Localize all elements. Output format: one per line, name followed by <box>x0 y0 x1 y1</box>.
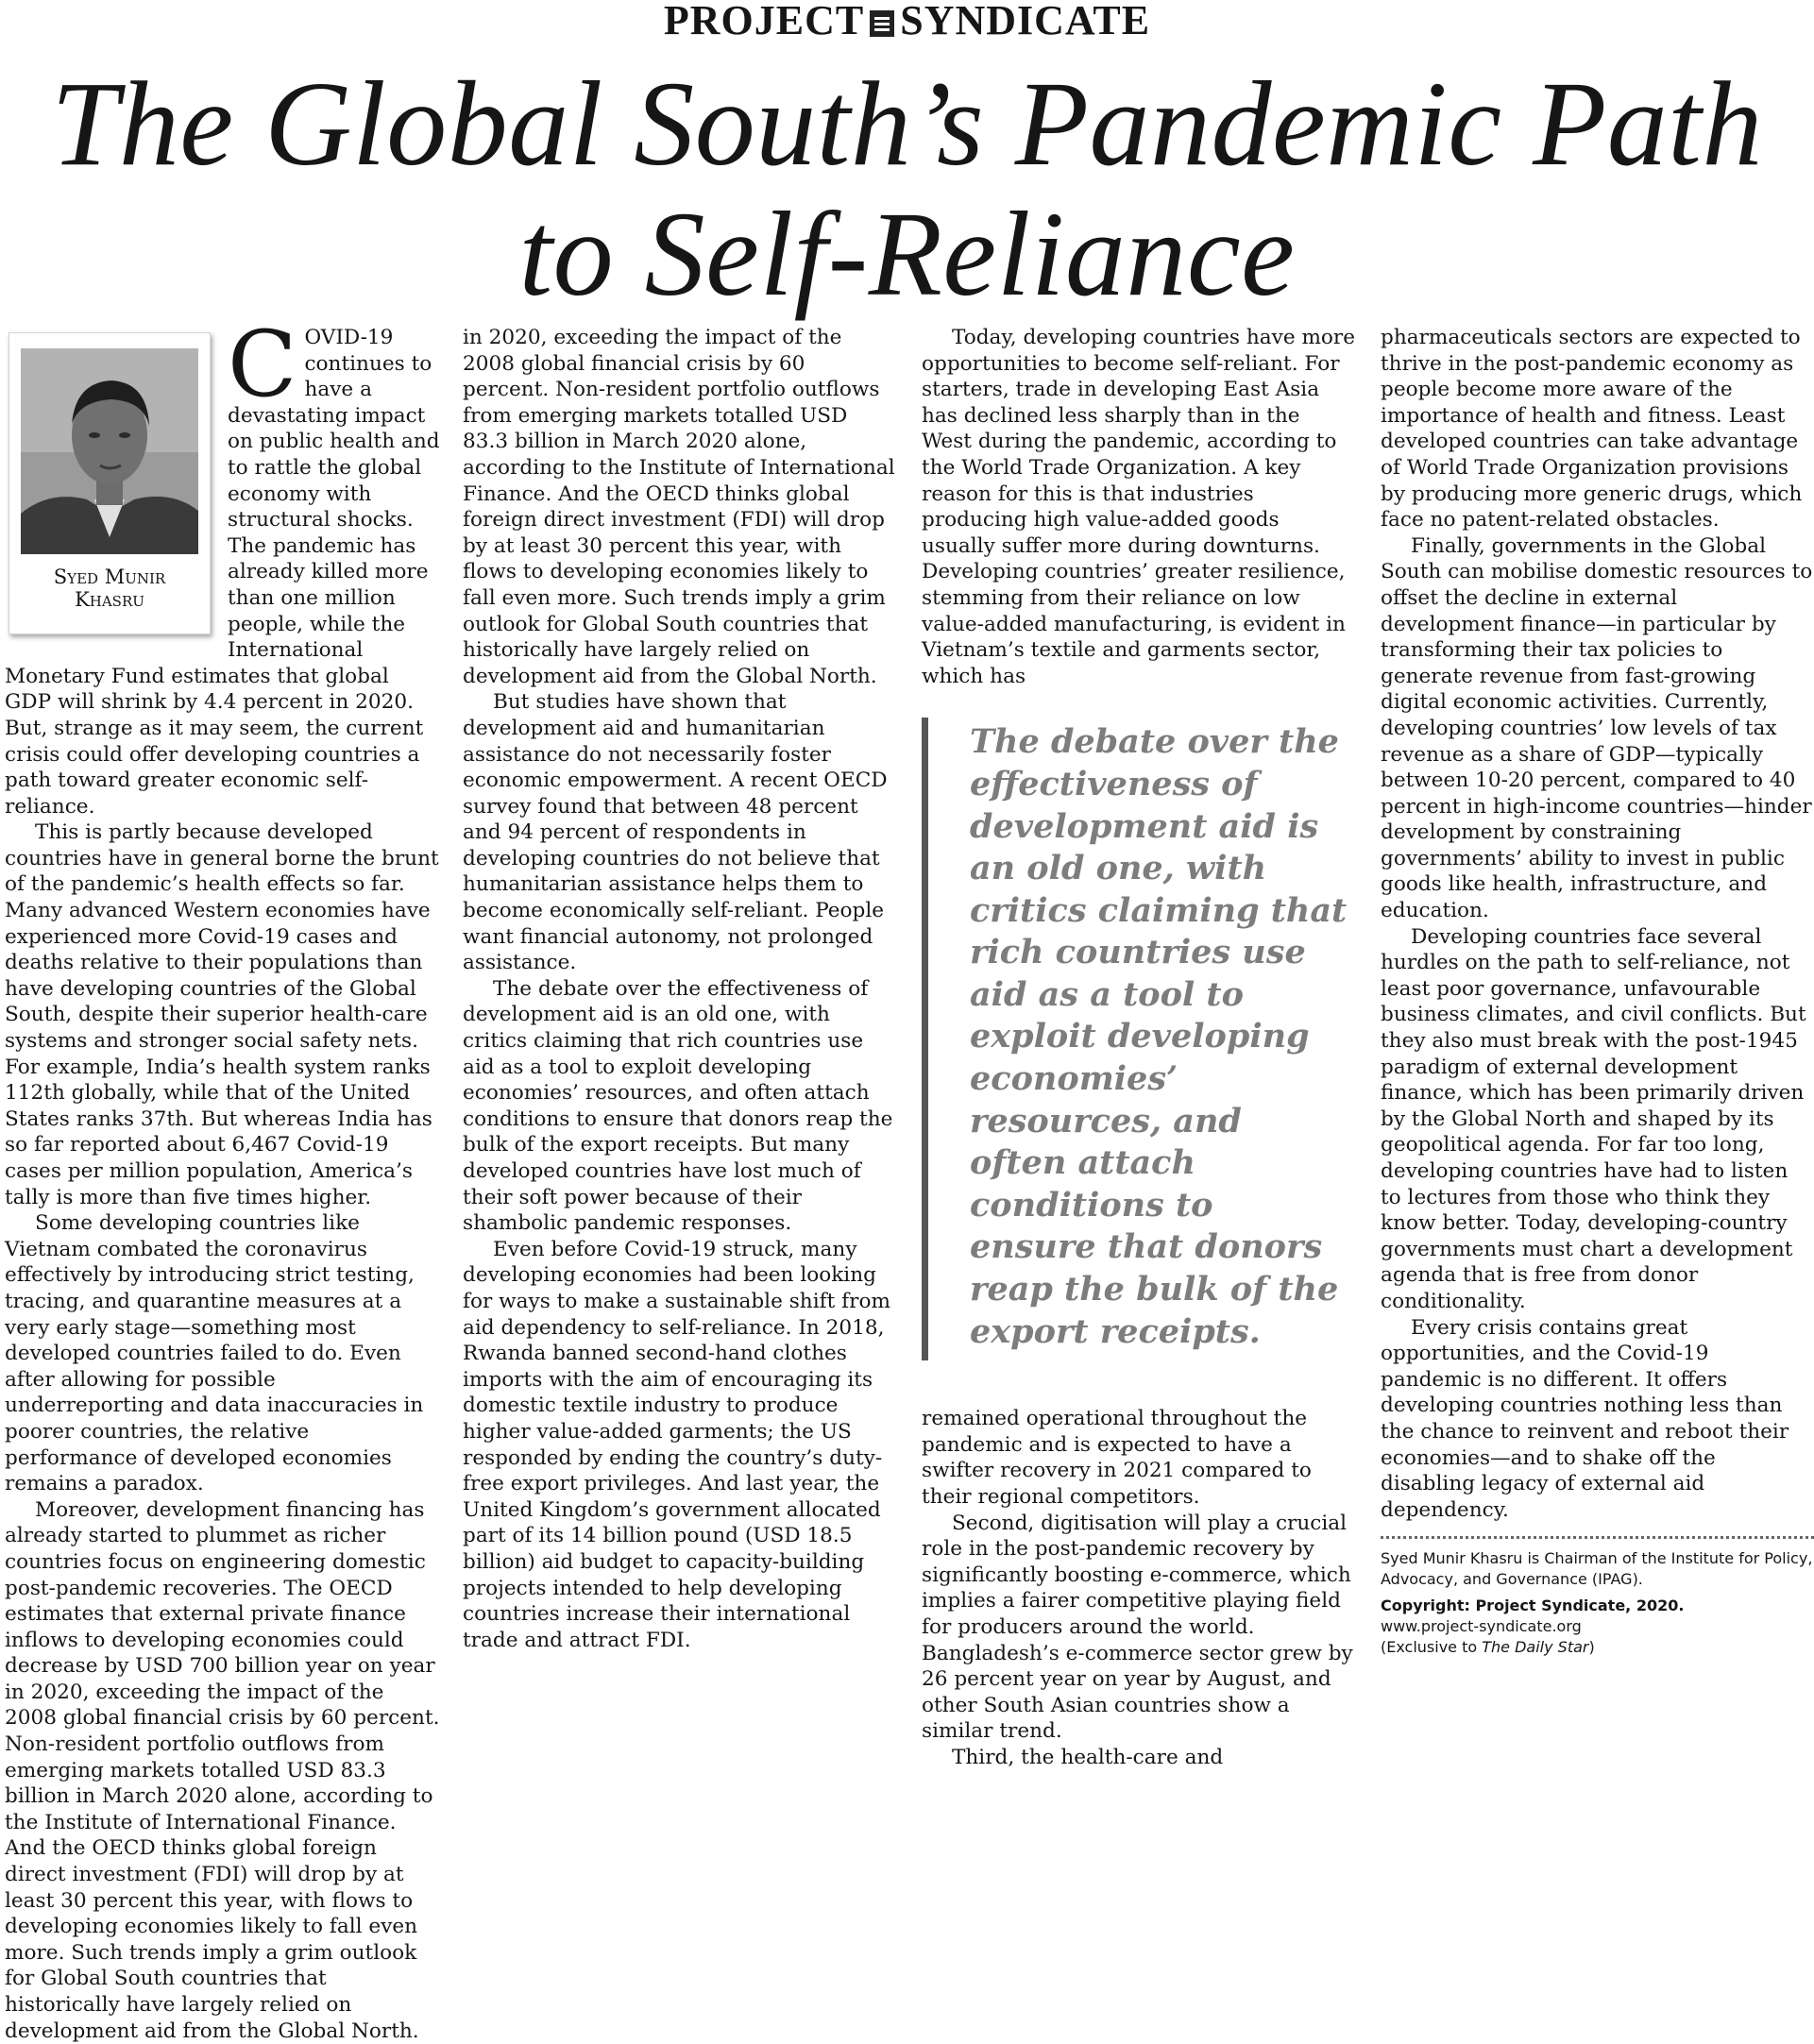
paragraph-5: But studies have shown that development aid and humanitarian assistance do not necessarily foster economic empowerment. A recent OECD survey found that between 48 percent and 94 percent of respondents in developing countries do not believe that humanitarian assistance helps them to become economically self-reliant. People want financial autonomy, not prolonged assistance. <box>463 690 888 975</box>
byline-line-2: Khasru <box>75 588 144 611</box>
author-bio-footer <box>1381 1548 1814 1658</box>
paragraph-13: Every crisis contains great opportunities, and the Covid-19 pandemic is no different. It offers developing countries nothing less than the chance to reinvent and reboot their economies—and to shake off the disabling legacy of external aid dependency. <box>1381 1315 1789 1522</box>
paragraph-9: Second, digitisation will play a crucial role in the post-pandemic recovery by significantly boosting e-commerce, which implies a fairer competitive playing field for producers around the world. Bangladesh’s e-commerce sector grew by 26 percent year on year by August, and other South Asian countries show a similar trend. <box>922 1511 1353 1744</box>
paragraph-7: Even before Covid-19 struck, many developing economies had been looking for ways to make a sustainable shift from aid dependency to self-reliance. In 2018, Rwanda banned second-hand clothes imports with the aim of encouraging its domestic textile industry to produce higher value-added garments; the US responded by ending the country’s duty-free export privileges. And last year, the United Kingdom’s government allocated part of its 14 billion pound (USD 18.5 billion) aid budget to capacity-building projects intended to help developing countries increase their international trade and attract FDI. <box>463 1237 890 1652</box>
column-2 <box>463 325 897 1653</box>
column-1 <box>5 312 440 2043</box>
paragraph-2: This is partly because developed countries have in general borne the brunt of the pandemic’s health effects so far. Many advanced Western economies have experienced more Covid-19 cases and deaths relative to their populations than have developing countries of the Global South, despite their superior health-care systems and stronger social safety nets. For example, India’s health system ranks 112th globally, while that of the United States ranks 37th. But whereas India has so far reported about 6,467 Covid-19 cases per million population, America’s tally is more than five times higher. <box>5 820 439 1209</box>
paragraph-4: Moreover, development financing has already started to plummet as richer countries focus on engineering domestic post-pandemic recoveries. The OECD estimates that external private finance inflows to developing economies could decrease by USD 700 billion year on year in 2020, exceeding the impact of the 2008 global financial crisis by 60 percent. Non-resident portfolio outflows from emerging markets totalled USD 83.3 billion in March 2020 alone, according to the Institute of International Finance. And the OECD thinks global foreign direct investment (FDI) will drop by at least 30 percent this year, with flows to developing economies likely to fall even more. Such trends imply a grim outlook for Global South countries that historically have largely relied on development aid from the Global North. <box>5 1497 440 2043</box>
column-4 <box>1381 325 1814 1658</box>
paragraph-11: Finally, governments in the Global South can mobilise domestic resources to offset the decline in external development finance—in particular by transforming their tax policies to generate revenue from fast-growing digital economic activities. Currently, developing countries’ low levels of tax revenue as a share of GDP—typically between 10-20 percent, compared to 40 percent in high-income countries—hinder development by constraining governments’ ability to invest in public goods like health, infrastructure, and education. <box>1381 533 1813 923</box>
paragraph-8-continued: remained operational throughout the pandemic and is expected to have a swifter recovery in 2021 compared to their regional competitors. <box>922 1407 1312 1509</box>
exclusive-publication: The Daily Star <box>1482 1638 1589 1657</box>
author-bio: Syed Munir Khasru is Chairman of the Institute for Policy, Advocacy, and Governance (IPAG). <box>1381 1549 1813 1589</box>
headline <box>0 59 1814 319</box>
author-byline <box>21 566 198 611</box>
masthead-left: PROJECT <box>663 0 865 43</box>
headline-line-2: to Self-Reliance <box>518 187 1296 321</box>
exclusive-prefix: (Exclusive to <box>1381 1638 1483 1657</box>
website-url: www.project-syndicate.org <box>1381 1617 1582 1636</box>
project-syndicate-logo-icon <box>870 10 894 37</box>
paragraph-3: Some developing countries like Vietnam combated the coronavirus effectively by introducing strict testing, tracing, and quarantine measures at a very early stage—something most developed countries failed to do. Even after allowing for possible underreporting and data inaccuracies in poorer countries, the relative performance of developed economies remains a paradox. <box>5 1211 424 1496</box>
pull-quote: The debate over the effectiveness of development aid is an old one, with critics claiming that rich countries use aid as a tool to exploit developing economies’ resources, and often attach conditions to ensure that donors reap the bulk of the export receipts. <box>922 718 1356 1360</box>
paragraph-4-continued: in 2020, exceeding the impact of the 2008 global financial crisis by 60 percent. Non-resident portfolio outflows from emerging markets totalled USD 83.3 billion in March 2020 alone, according to the Institute of International Finance. And the OECD thinks global foreign direct investment (FDI) will drop by at least 30 percent this year, with flows to developing economies likely to fall even more. Such trends imply a grim outlook for Global South countries that historically have largely relied on development aid from the Global North. <box>463 326 895 688</box>
paragraph-8: Today, developing countries have more opportunities to become self-reliant. For starters, trade in developing East Asia has declined less sharply than in the West during the pandemic, according to the World Trade Organization. A key reason for this is that industries producing high value-added goods usually suffer more during downturns. Developing countries’ greater resilience, stemming from their reliance on low value-added manufacturing, is evident in Vietnam’s textile and garments sector, which has <box>922 326 1356 688</box>
exclusive-note <box>1381 1637 1814 1658</box>
paragraph-12: Developing countries face several hurdles on the path to self-reliance, not least poor governance, unfavourable business climates, and civil conflicts. But they also must break with the post-1945 paradigm of external development finance, which has been primarily driven by the Global North and shaped by its geopolitical agenda. For far too long, developing countries have had to listen to lectures from those who think they know better. Today, developing-country governments must chart a development agenda that is free from donor conditionality. <box>1381 924 1806 1313</box>
paragraph-6: The debate over the effectiveness of development aid is an old one, with critics claiming that rich countries use aid as a tool to exploit developing economies’ resources, and often attach conditions to ensure that donors reap the bulk of the export receipts. But many developed countries have lost much of their soft power because of their shambolic pandemic responses. <box>463 976 893 1236</box>
paragraph-1-text: OVID-19 continues to have a devastating impact on public health and to rattle the global economy with structural shocks. The pandemic has already killed more than one million people, while the International Monetary Fund estimates that global GDP will shrink by 4.4 percent in 2020. But, strange as it may seem, the current crisis could offer developing countries a path toward greater economic self-reliance. <box>5 326 440 819</box>
author-portrait-photo <box>21 348 198 554</box>
copyright-notice: Copyright: Project Syndicate, 2020. <box>1381 1596 1685 1615</box>
byline-line-1: Syed Munir <box>53 566 166 588</box>
masthead <box>0 0 1814 42</box>
drop-cap: C <box>228 312 297 417</box>
exclusive-suffix: ) <box>1588 1638 1595 1657</box>
headline-line-1: The Global South’s Pandemic Path <box>51 57 1763 191</box>
masthead-right: SYNDICATE <box>900 0 1151 43</box>
column-3 <box>922 325 1356 1771</box>
footer-divider <box>1381 1536 1814 1539</box>
paragraph-10-continued: pharmaceuticals sectors are expected to thrive in the post-pandemic economy as people become more aware of the importance of health and fitness. Least developed countries can take advantage of World Trade Organization provisions by producing more generic drugs, which face no patent-related obstacles. <box>1381 326 1803 532</box>
author-photo-box <box>8 332 211 634</box>
paragraph-10-start: Third, the health-care and <box>952 1745 1224 1769</box>
